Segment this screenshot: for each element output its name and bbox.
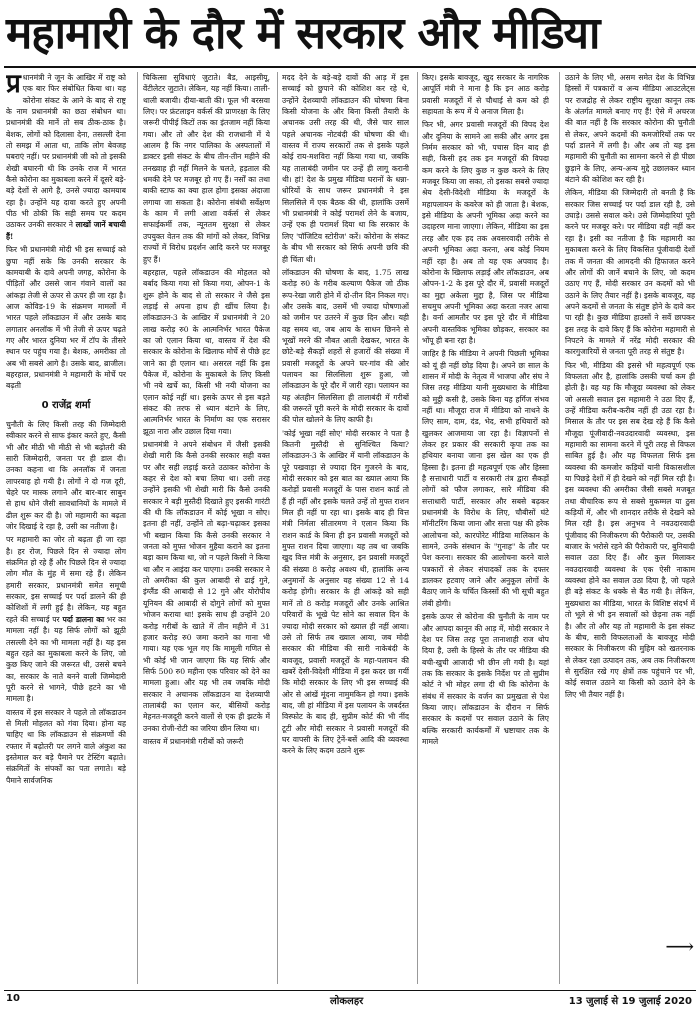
paragraph: प्रधानमंत्री ने अपने संबोधन में जैसी इसकी शेखी मारी कि कैसे उनकी सरकार सही वक्त पर और सही लड़ाई करते उठाकर कोरोना के कहर से देश को बचा लिया था। उसी तरह उन्होंने इसकी भी शेखी मारी कि कैसे उनकी सरकार ने बड़ी मुस्तैदी दिखाते हुए इसकी गारंटी की थी कि लॉकडाउन में कोई भूखा न सोए। इतना ही नहीं, उन्होंने तो बढ़ा-चढ़ाकर इसका भी बखान किया कि कैसे उनकी सरकार ने जनता को मुफ्त भोजन मुहैया कराने का इतना बड़ा काम किया था, जो न पहले किसी ने किया था और न आइंदा कर पाएगा। उनकी सरकार ने तो अमरीका की कुल आबादी से ढाई गुने, इंग्लैंड की आबादी से 12 गुने और योरोपीय यूनियन की आबादी से दोगुने लोगों को मुफ्त भोजन कराया था! इसके साथ ही उन्होंने 20 करोड़ गरीबों के खाते में तीन महीने में 31 हजार करोड़ रु0 जमा कराने का गाना भी गाया। यह एक भूल गए कि मामूली गणित से भी कोई भी जान जाएगा कि यह सिर्फ और सिर्फ 500 रु0 महीना एक परिवार को देने का मामला हुआ। और यह भी तब जबकि मोदी सरकार ने अचानक लॉकडाउन या देशव्यापी तालाबंदी का एलान कर, बीसियों करोड़ मेहनत-मजदूरी करने वालों से एक ही झटके में उनका रोजी-रोटी का जरिया छीन लिया था। — [143, 440, 270, 733]
paragraph: फिर भी प्रधानमंत्री मोदी भी इस सच्चाई को छुपा नहीं सके कि उनकी सरकार के कामयाबी के दावे अपनी जगह, कोरोना के पीड़ितों और उससे जान गंवाने वालों का आंकड़ा तेजी से ऊपर से ऊपर ही जा रहा है। आज कोविड-19 के संक्रमण मामलों में भारत पहले लॉकडाउन में और उसके बाद लगातार अनलॉक में भी तेजी से ऊपर चढ़ते गए और भारत दुनिया भर में टॉप के तीसरे स्थान पर पहुंच गया है। बेशक, अमरीका तो अब भी सबसे आगे है। उसके बाद, ब्राजील। बहरहाल, प्रधानमंत्री ने महामारी के मोर्चे पर बढ़ती — [6, 245, 126, 391]
column-divider — [137, 72, 138, 984]
bold-phrase: पर्दा डालना का — [62, 614, 105, 624]
column-4 — [422, 72, 549, 986]
paragraph: 'कोई भूखा नहीं सोए' मोदी सरकार ने पता है कितनी मुस्तैदी से सुनिश्चित किया? लॉकडाउन-3 के आखिर में यानी लॉकडाउन के पूरे पखवाड़ा से ज्यादा दिन गुजरने के बाद, मोदी सरकार को इस बात का ख्याल आया कि करोड़ों प्रवासी मजदूरों के पास राशन कार्ड तो हैं ही नहीं और इसके चलते उन्हें तो मुफ्त राशन मिल ही नहीं पा रहा था। इसके बाद ही वित्त मंत्री निर्मला सीतारमण ने एलान किया कि राशन कार्ड के बिना ही इन प्रवासी मजदूरों को मुफ्त राशन दिया जाएगा। यह तब था जबकि खुद वित्त मंत्री के अनुसार, इन प्रवासी मजदूरों की संख्या 8 करोड़ अवश्य थी, हालांकि अन्य अनुमानों के अनुसार यह संख्या 12 से 14 करोड़ होगी। सरकार के ही आंकड़े को सही मानें तो 8 करोड़ मजदूरों और उनके आश्रित परिवारों के भूखे पेट सोने का सवाल दिन के ज्यादा मोदी सरकार को ख्याल ही नहीं आया। उसे तो सिर्फ तब ख्याल आया, जब मोदी सरकार की मीडिया की सारी नाकेबंदी के बावजूद, प्रवासी मजदूरों के महा-पलायन की खबरें देसी-विदेशी मीडिया में इस कदर छा गयीं कि मोदी सरकार के लिए भी इस सच्चाई की ओर से आंखें मूंदना नामुमकिन हो गया। इसके बाद, जी हां मीडिया में इस पलायन के जबर्दस्त विस्फोट के बाद ही, सुप्रीम कोर्ट की भी नींद टूटी और मोदी सरकार ने प्रवासी मजदूरों की घर वापसी के लिए ट्रेनें-बसें आदि की व्यवस्था करने के लिए कदम उठाने शुरू — [282, 428, 409, 756]
paragraph: वास्तव में प्रधानमंत्री गरीबों को जरूरी — [143, 736, 244, 746]
footer-rule — [4, 990, 696, 991]
paragraph: लेकिन, मीडिया की जिम्मेदारी तो बनती है कि सरकार जिस सच्चाई पर पर्दा डाल रही है, उसे उघाड़े। उससे सवाल करे। उसे जिम्मेदारियां पूरी करने पर मजबूर करे। पर मीडिया वही नहीं कर रहा है। इसी का नतीजा है कि महामारी का मुकाबला करने के लिए विकसित पूंजीवादी देशों तक में जनता की आमदनी की हिफाजत करने और लोगों की जानें बचाने के लिए, जो कदम उठाए गए हैं, मोदी सरकार उन कदमों को भी उठाने के लिए तैयार नहीं है। इसके बावजूद, वह अपने कदमों से जनता के संतुष्ट होने के दावे कर पा रही है। कुछ मीडिया हाउसों ने सर्वे छापकर इस तरह के दावे किए हैं कि कोरोना महामारी से निपटने के मामले में नरेंद्र मोदी सरकार की कारगुजारियों से जनता पूरी तरह से संतुष्ट है। — [565, 188, 695, 357]
paragraph: फिर भी, मीडिया की इससे भी महत्वपूर्ण एक विफलता और है, हालांकि उसकी चर्चा कम ही होती है। वह यह कि मौजूदा व्यवस्था को लेकर जो असली सवाल इस महामारी ने उठा दिए हैं, उन्हें मीडिया करीब-करीब नहीं ही उठा रहा है। मिसाल के तौर पर इस सब देख रहे हैं कि कैसे मौजूदा पूंजीवादी-नवउदारवादी व्यवस्था, इस महामारी का सामना करने में पूरी तरह से विफल साबित हुई है। और यह विफलता सिर्फ इस व्यवस्था की कमजोर कड़ियों यानी विकासशील या पिछड़े देशों में ही देखने को नहीं मिल रही है। इस व्यवस्था की अमरीका जैसी सबसे मजबूत तथा बीचारिक रूप से सबसे मुकम्मल या ठुस कड़ियों में, और भी शानदार तरीके से देखने को मिल रही है। इस अनुभव ने नवउदारवादी पूंजीवाद की निजीकरण की पैरोकारी पर, उसकी बाजार के भरोसे रहने की पैरोकारी पर, बुनियादी सवाल उठा दिए हैं। और कुल मिलाकर नवउदारवादी व्यवस्था के एक ऐसी नाकाम व्यवस्था होने का सवाल उठा दिया है, जो पहले ही बड़े संकट के धक्के से बैठ गयी है। लेकिन, मुख्यधारा का मीडिया, भारत के विशिष्ट संदर्भ में तो भूले से भी इन सवालों को छेड़ना तक नहीं है। और तो और यह तो महामारी के इस संकट के बीच, सारी विफलताओं के बावजूद मोदी सरकार के निजीकरण की मुहिम को खतरनाक से लेकर रक्षा उत्पादन तक, अब तक निजीकरण से सुरक्षित रखे गए क्षेत्रों तक पहुंचाने पर भी, कोई सवाल उठाने या किसी को उठाने देने के लिए भी तैयार नहीं है। — [565, 360, 695, 699]
author-byline: 0 राजेंद्र शर्मा — [41, 399, 91, 411]
paragraph: उठाने के लिए भी, असम समेत देश के विभिन्न हिस्सों में पत्रकारों व अन्य मीडिया आउटलेट्स पर राजद्रोह से लेकर राष्ट्रीय सुरक्षा कानून तक के अंतर्गत मामले बनाए गए हैं! ऐसे में अचरज की बात नहीं है कि सरकार कोरोना की चुनौती से लेकर, अपने कदमों की कमजोरियों तक पर पर्दा डालने में लगी है। और अब तो यह इस महामारी की चुनौती का सामना करने से ही पीछा छुड़ाने के लिए, अन्य-अन्य मुद्दे उछालकर ध्यान बंटाने की कोशिश कर रही है। — [565, 73, 695, 185]
column-1 — [6, 72, 126, 986]
paragraph: बहरहाल, पहले लॉकडाउन की मोहलत को बर्बाद किया गया सो किया गया, ओपन-1 के शुरू होने के बाद से तो सरकार ने जैसे इस लड़ाई से अपना हाथ ही खींच लिया है। लॉकडाउन-3 के आखिर में प्रधानमंत्री ने 20 लाख करोड़ रु0 के आत्मनिर्भर भारत पैकेज का जो एलान किया था, वास्तव में देश की सरकार के कोरोना के खिलाफ मोर्चे से पीछे हट जाने का ही एलान था। असरल नहीं कि इस पैकेज में, कोरोना के मुकाबले के लिए किसी भी नये खर्चे का, किसी भी नयी योजना का एलान कोई नहीं था। इसके ऊपर से इस बड़ते संकट की तरफ से ध्यान बंटाने के लिए, आत्मनिर्भर भारत के निर्माण का एक सरासर झूठा नारा और उछाल दिया गया। — [143, 267, 270, 436]
column-5 — [565, 72, 695, 952]
column-2 — [143, 72, 270, 986]
paragraph: किए। इसके बावजूद, खुद सरकार के नागरिक आपूर्ति मंत्री ने माना है कि इन आठ करोड़ प्रवासी मजदूरों में से चौथाई से कम को ही सहायता के रूप में ये अनाज मिला है। — [422, 73, 549, 117]
issue-date: 13 जुलाई से 19 जुलाई 2020 — [568, 996, 692, 1007]
paragraph: पर महामारी का जोर तो बढ़ता ही जा रहा है। हर रोज, पिछले दिन से ज्यादा लोग संक्रमित हो रहे हैं और पिछले दिन से ज्यादा लोग मौत के मुंह में समा रहे हैं। लेकिन हमारी सरकार, प्रधानमंत्री समेत समूची सरकार, इस सच्चाई पर पर्दा डालने की ही कोशिशों में लगी हुई है। लेकिन, यह बहुत रहते की सच्चाई पर — [6, 535, 126, 624]
paragraph: लॉकडाउन की घोषणा के बाद, 1.75 लाख करोड़ रु0 के गरीब कल्याण पैकेज जो ठीक रूप-रेखा जारी होने में दो-तीन दिन निकल गए। और उसके बाद, उसमें भी ज्यादा घोषणाओं को जमीन पर उतरने में कुछ दिन और। यही वह समय था, जब आय के साधन छिनने से भूखों मरने की नौबत आती देखकर, भारत के छोटे-बड़े सैकड़ों शहरों से हजारों की संख्या में प्रवासी मजदूरों के अपने घर-गांव की ओर पलायन का सिलसिला शुरू हुआ, जो लॉकडाउन के पूरे दौर में जारी रहा। पलायन का यह अंतहीन सिलसिला ही तालाबंदी में गरीबों की जरूरतें पूरी करने के मोदी सरकार के दावों की पोल खोलने के लिए काफी है। — [282, 267, 409, 425]
paragraph: जाहिर है कि मीडिया ने अपनी पिछली भूमिका को यूं ही नहीं छोड़ दिया है। अपने छः साल के शासन में मोदी के नेतृत्व में भाजपा और संघ ने जिस तरह मीडिया यानी मुख्यधारा के मीडिया को मुट्ठी कसी है, उसके बिना यह हर्गिज संभव नहीं था। मौजूदा राज में मीडिया को नाथने के लिए साम, दाम, दंड, भेद, सभी हथियारों को खुलकर आजमाया जा रहा है। विज्ञापनों से लेकर हर प्रकार की सरकारी कृपा तक का हथियार बनाया जाना इस खेल का एक ही हिस्सा है। इतना ही महत्वपूर्ण एक और हिस्सा है सत्ताधारी पार्टी व सरकारी तंत्र द्वारा सैकड़ों लोगों को फौज लगाकर, सारे मीडिया की सत्ताधारी पार्टी, सरकार और सबसे बढ़कर प्रधानमंत्री के विरोध के लिए, चौबीसों घंटे मॉनीटरिंग किया जाना और सत्ता पक्ष की हरेक आलोचना को, कारपोरेट मीडिया मालिकान के सामने, उनके संस्थान के "गुनाह" के तौर पर पेश करना। सरकार की आलोचना करने वाले पत्रकारों से लेकर संपादकों तक के दफ्तर डालकर हटवाए जाने और अनुकूल लोगों के बैठाए जाने के चर्चित किस्सों की भी सूची बहुत लंबी होगी। — [422, 349, 549, 608]
column-divider — [417, 72, 418, 984]
column-3 — [282, 72, 409, 986]
drop-cap: प्र — [6, 72, 21, 99]
paragraph: चुनौती के लिए किसी तरह की जिम्मेदारी स्वीकार करने से साफ इंकार करते हुए, कैसी भी और मीठी भी मीठी से भी बढ़ोतरी की सारी जिम्मेदारी, जनता पर ही डाल दी। उनका कहना था कि अनलॉक में जनता लापरवाह हो गयी है। लोगों ने दो गज दूरी, चेहरे पर मास्क लगाने और बार-बार साबुन से हाथ धोने जैसी सावधानियों के मामले में ढील शुरू कर दी है। जो महामारी का बढ़ता जोर दिखाई दे रहा है, उसी का नतीजा है। — [6, 419, 126, 532]
article-headline: महामारी के दौर में सरकार और मीडिया — [6, 8, 600, 59]
paragraph: फिर भी, अगर प्रवासी मजदूरों की विपद देश और दुनिया के सामने आ सकी और अगर इस निर्मम सरकार को भी, पचास दिन बाद ही सही, किसी हद तक इन मजदूरों की विपदा कम करने के लिए कुछ न कुछ करने के लिए मजबूर किया जा सका, तो इसका सबसे ज्यादा श्रेय देसी-विदेशी मीडिया के मजदूरों के महापलायन के कवरेज को ही जाता है। बेशक, इसे मीडिया के अपनी भूमिका अदा करने का उदाहरण माना जाएगा। लेकिन, मीडिया का इस तरह और एक हद तक अवसरवादी तरीके से अपनी भूमिका अदा करना, अब कोई नियम नहीं रहा है। अब तो यह एक अपवाद है। कोरोना के खिलाफ लड़ाई और लॉकडाउन, अब ओपन-1-2 के इस पूरे दौर में, प्रवासी मजदूरों का मुद्दा अकेला मुद्दा है, जिस पर मीडिया सचमुच अपनी भूमिका अदा करता नजर आया है। वर्ना आमतौर पर इस पूरे दौर में मीडिया अपनी वास्तविक भूमिका छोड़कर, सरकार का भोंपू ही बना रहा है। — [422, 120, 549, 345]
paragraph: धानमंत्री ने जून के आखिर में राष्ट्र को एक बार फिर संबोधित किया था। यह कोरोना संकट के आने के बाद से राष्ट्र के नाम प्रधानमंत्री का छठा संबोधन था। प्रधानमंत्री की मानें तो सब ठीक-ठाक है। बेशक, लोगों को दिलासा देना, तसल्ली देना तो समझ में आता था, ताकि लोग बेवजह घबराएं नहीं। पर प्रधानमंत्री जी को तो इसकी शेखी बघारनी थी कि उनके राज में भारत कैसे कोरोना का मुकाबला करने में दूसरे बड़े-बड़े देशों से आगे है, उनसे ज्यादा कामयाब रहा है। उन्होंने यह दावा करते हुए अपनी पीठ भी ठोकी कि सही समय पर कदम उठाकर उनकी सरकार ने — [6, 73, 126, 230]
paragraph: वास्तव में इस सरकार ने पहले तो लॉकडाउन से मिली मोहलत को गंवा दिया। होना यह चाहिए था कि लॉकडाउन से संक्रमणों की रफ्तार में बढ़ोतरी पर लगने वाले अंकुश का इस्तेमाल कर बड़े पैमाने पर टेस्टिंग बढ़ाते। संक्रमितों के संपर्कों का पता लगाते। बड़े पैमाने सार्वजनिक — [6, 707, 126, 785]
column-divider — [277, 72, 278, 984]
paragraph: भर का मामला नहीं है। यह सिर्फ लोगों को झूठी तसल्ली देने का भी मामला नहीं है। यह इस बहुत रहते का मुकाबला करने के लिए, जो कुछ किए जाने की जरूरत थी, उससे बचने का, सरकार के नाते बनने वाली जिम्मेदारी पूरी करने से भागने, पीछे हटने का भी मामला है। — [6, 614, 126, 704]
headline-rule — [4, 66, 696, 68]
magazine-name: लोकलहर — [330, 996, 364, 1007]
paragraph: इसके ऊपर से कोरोना की चुनौती के नाम पर और आपदा कानून की आड़ में, मोदी सरकार ने देश पर जिस तरह पूरा तानाशाही राज थोप दिया है, उसी के हिस्से के तौर पर मीडिया की बची-खुची आजादी भी छीन ली गयी है। यहां तक कि सरकार के इसके निर्देश पर तो सुप्रीम कोर्ट ने भी मोहर लगा दी थी कि कोरोना के संबंध में सरकार के वर्जन का प्रमुखता से पेश किया जाए। लॉकडाउन के दौरान न सिर्फ सरकार के कदमों पर सवाल उठाने के लिए बल्कि सरकारी कार्यकर्मों में भ्रष्टाचार तक के मामले — [422, 612, 549, 746]
bold-phrase: लाखों जानें बचायी हैं! — [6, 220, 126, 241]
page-number: 10 — [6, 993, 20, 1004]
paragraph: मदद देने के बड़े-बड़े दावों की आड़ में इस सच्चाई को छुपाने की कोशिश कर रहे थे, उन्होंने देशव्यापी लॉकडाउन की घोषणा बिना किसी योजना के और बिना किसी तैयारी के अचानक उसी तरह की थी, जैसे चार साल पहले अचानक नोटबंदी की घोषणा की थी। वास्तव में राज्य सरकारों तक से इसके पहले कोई राय-मशविरा नहीं किया गया था, जबकि यह तालाबंदी जमीन पर उन्हें ही लागू करानी थी। हां! देश के प्रमुख मीडिया घरानों के धन्ना-धोरियों के साथ जरूर प्रधानमंत्री ने इस सिलसिले में एक बैठक की थी, हालांकि उसमें भी प्रधानमंत्री ने कोई परामर्श लेने के बजाय, उन्हें एक ही परामर्श दिया था कि सरकार के लिए 'पॉजिटिव स्टोरीज' करें। कोरोना के संकट के बीच भी सरकार को सिर्फ अपनी छवि की ही चिंता थी। — [282, 73, 409, 264]
paragraph: चिकित्सा सुविधाएं जुटाते। बैड, आइसीयू, वेंटीलेटर जुटाते। लेकिन, यह नहीं किया। ताली-थाली बजायी। दीया-बाती की। फूल भी बरसवा लिए। पर फ्रंटलाइन वर्कर्स की प्राणरक्षा के लिए जरूरी पीपीई किटों तक का इंतजाम नहीं किया गया। और तो और देश की राजधानी में ये आलम है कि नगर पालिका के अस्पतालों में डाक्टर इसी संकट के बीच तीन-तीन महीने की तनख्वाह ही नहीं मिलने के चलते, हड़ताल की धमकी देने पर मजबूर हो गए हैं। नर्सों का तथा बाकी स्टाफ का क्या हाल होगा इसका अंदाजा लगाया जा सकता है। कोरोना संबंधी सर्वेक्षण के काम में लगी आशा वर्कर्स से लेकर सफाईकर्मी तक, न्यूनतम सुरक्षा से लेकर उपयुक्त वेतन तक की मांगों को लेकर, विभिन्न राज्यों में विरोध प्रदर्शन आदि करने पर मजबूर हुए हैं। — [143, 73, 270, 264]
column-divider — [559, 72, 560, 984]
continue-arrow-icon: ⟶ — [665, 934, 694, 958]
